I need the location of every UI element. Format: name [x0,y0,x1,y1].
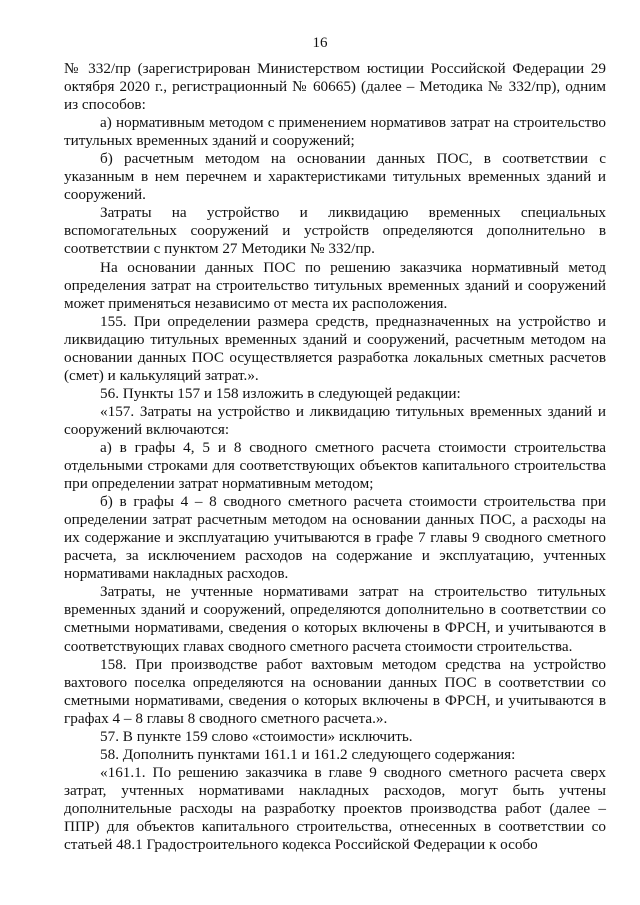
paragraph: № 332/пр (зарегистрирован Министерством юстиции Российской Федерации 29 октября 2020 г., регистрационный № 60665) (далее – Методика № 332/пр), одним из способов: [64,60,606,114]
paragraph: 57. В пункте 159 слово «стоимости» исключить. [100,727,413,745]
paragraph: «161.1. По решению заказчика в главе 9 сводного сметного расчета сверх затрат, учтенных нормативами накладных расходов, могут быть учтены дополнительные расходы на разработку проектов производства работ (далее – ППР) для объектов капитального строительства, отнесенных в соответствии со статьей 48.1 Градостроительного кодекса Российской Федерации к особо [64,763,606,854]
paragraph: 58. Дополнить пунктами 161.1 и 161.2 следующего содержания: [100,745,516,763]
paragraph: а) нормативным методом с применением нормативов затрат на строительство титульных временных зданий и сооружений; [64,114,606,150]
paragraph: 56. Пункты 157 и 158 изложить в следующей редакции: [100,384,461,402]
paragraph: б) расчетным методом на основании данных ПОС, в соответствии с указанным в нем перечнем и характеристиками титульных временных зданий и сооружений. [64,150,606,204]
paragraph: 158. При производстве работ вахтовым методом средства на устройство вахтового поселка определяются на основании данных ПОС в соответствии со сметными нормативами, сведения о которых включены в ФРСН, и учитываются в графах 4 – 8 главы 8 сводного сметного расчета.». [64,655,606,727]
paragraph: На основании данных ПОС по решению заказчика нормативный метод определения затрат на строительство титульных временных зданий и сооружений может применяться независимо от места их расположения. [64,258,606,312]
document-body [64,60,606,854]
paragraph: Затраты на устройство и ликвидацию временных специальных вспомогательных сооружений и устройств определяются дополнительно в соответствии с пунктом 27 Методики № 332/пр. [64,204,606,258]
page-number: 16 [312,35,328,51]
paragraph: «157. Затраты на устройство и ликвидацию титульных временных зданий и сооружений включаются: [64,402,606,438]
paragraph: 155. При определении размера средств, предназначенных на устройство и ликвидацию титульных временных зданий и сооружений, расчетным методом на основании данных ПОС осуществляется разработка локальных сметных расчетов (смет) и калькуляций затрат.». [64,312,606,384]
paragraph: а) в графы 4, 5 и 8 сводного сметного расчета стоимости строительства отдельными строками для соответствующих объектов капитального строительства при определении затрат нормативным методом; [64,438,606,493]
paragraph: Затраты, не учтенные нормативами затрат на строительство титульных временных зданий и сооружений, определяются дополнительно в соответствии со сметными нормативами, сведения о которых включены в ФРСН, и учитываются в соответствующих главах сводного сметного расчета стоимости строительства. [64,583,606,655]
paragraph: б) в графы 4 – 8 сводного сметного расчета стоимости строительства при определении затрат расчетным методом на основании данных ПОС, а расходы на их содержание и эксплуатацию учитываются в графе 7 главы 9 сводного сметного расчета, за исключением расходов на содержание и эксплуатацию, учтенных нормативами накладных расходов. [64,493,606,583]
